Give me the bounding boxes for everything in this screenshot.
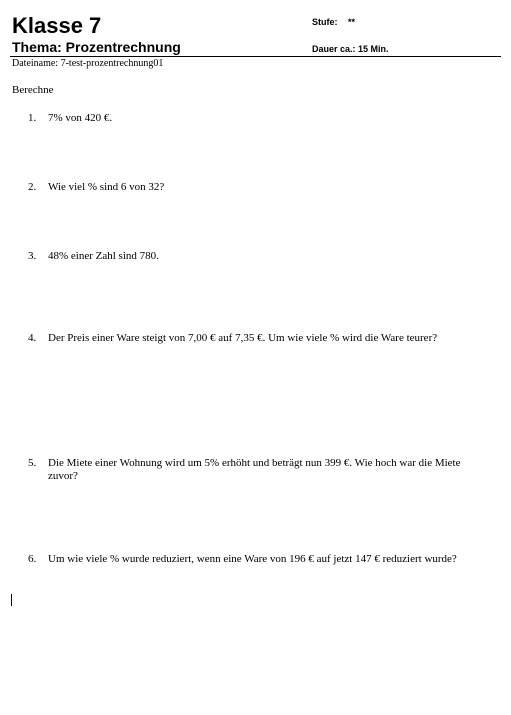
task-number: 3.	[28, 250, 37, 262]
header-divider	[10, 56, 501, 57]
task-item-1	[28, 112, 468, 125]
task-item-4	[28, 332, 468, 345]
worksheet-topic: Thema: Prozentrechnung	[12, 39, 181, 55]
worksheet-title: Klasse 7	[12, 13, 102, 38]
task-number: 1.	[28, 112, 37, 124]
difficulty-level	[312, 17, 355, 27]
task-text: 7% von 420 €.	[48, 112, 113, 124]
instruction-text: Berechne	[12, 84, 54, 96]
difficulty-label: Stufe:	[312, 17, 338, 27]
task-text: 48% einer Zahl sind 780.	[48, 250, 159, 262]
task-item-5	[28, 457, 468, 483]
task-text: Um wie viele % wurde reduziert, wenn eine Ware von 196 € auf jetzt 147 € reduziert wurde?	[48, 553, 457, 565]
task-text: Wie viel % sind 6 von 32?	[48, 181, 165, 193]
difficulty-stars: **	[348, 17, 356, 27]
duration-label: Dauer ca.: 15 Min.	[312, 44, 389, 54]
task-number: 4.	[28, 332, 37, 344]
task-item-3	[28, 250, 468, 263]
task-item-6	[28, 553, 468, 566]
text-cursor[interactable]	[11, 594, 12, 606]
task-text: Die Miete einer Wohnung wird um 5% erhöht und beträgt nun 399 €. Wie hoch war die Miete zuvor?	[48, 457, 461, 482]
task-number: 2.	[28, 181, 37, 193]
task-item-2	[28, 181, 468, 194]
filename-label: Dateiname: 7-test-prozentrechnung01	[12, 58, 164, 69]
task-text: Der Preis einer Ware steigt von 7,00 € auf 7,35 €. Um wie viele % wird die Ware teurer?	[48, 332, 438, 344]
task-number: 6.	[28, 553, 37, 565]
task-number: 5.	[28, 457, 37, 469]
